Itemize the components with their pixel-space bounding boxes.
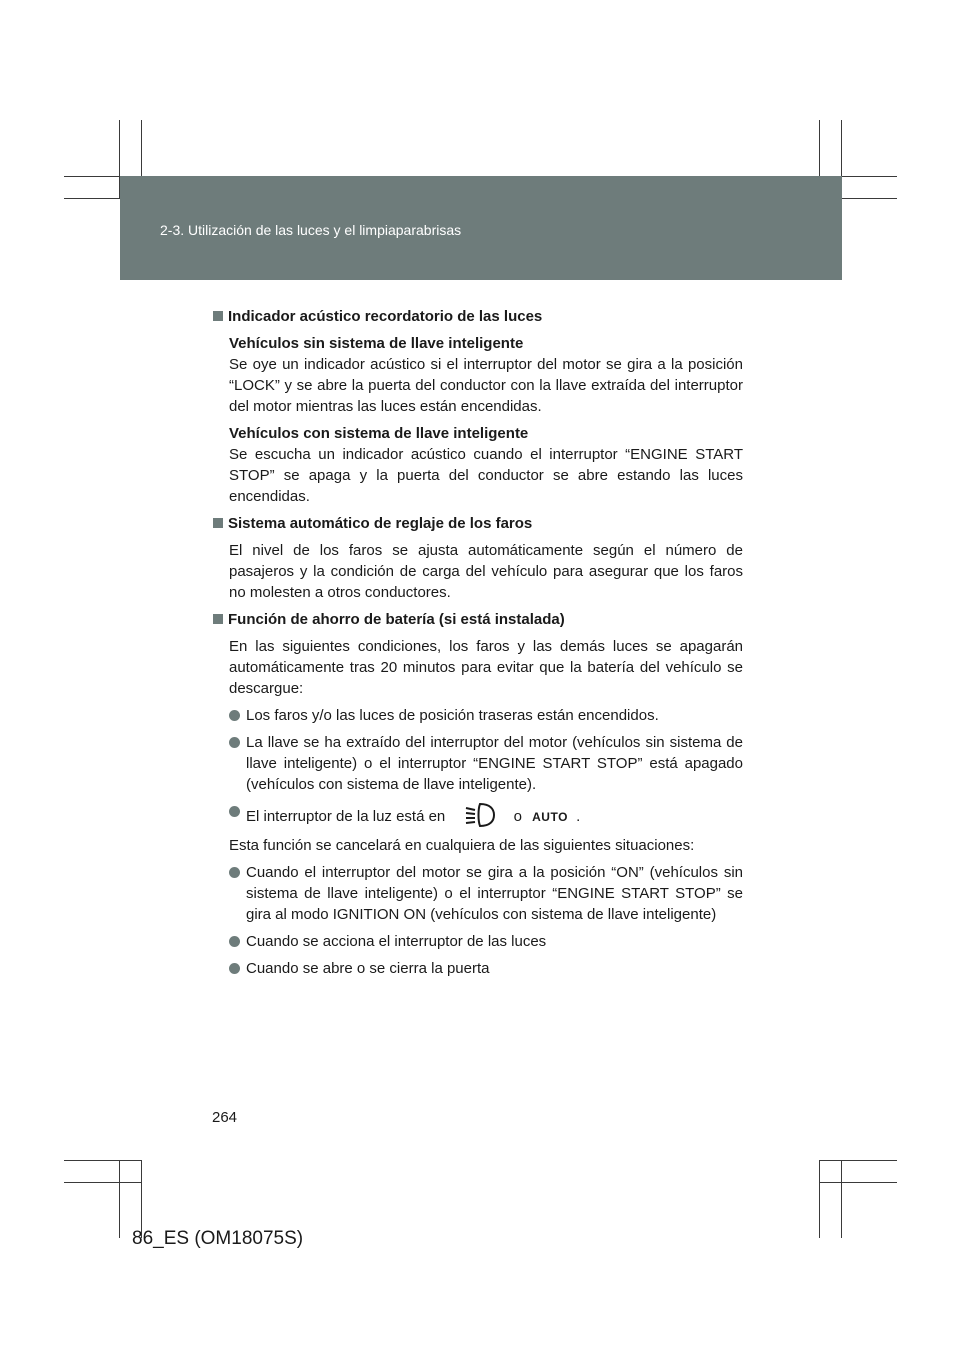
round-bullet-icon (229, 963, 240, 974)
reminder-no-smart (212, 333, 743, 417)
list-item (212, 705, 743, 726)
header-band (120, 176, 842, 280)
list-item-text: El interruptor de la luz está en (246, 808, 446, 825)
subheading: Vehículos sin sistema de llave inteligente (229, 335, 524, 352)
reminder-smart (212, 423, 743, 507)
crop-mark (819, 1160, 820, 1238)
round-bullet-icon (229, 737, 240, 748)
list-item (212, 931, 743, 952)
heading-text: Función de ahorro de batería (si está instalada) (228, 611, 565, 628)
paragraph: El nivel de los faros se ajusta automáticamente según el número de pasajeros y la condición de carga del vehículo para asegurar que los faros no molesten a otros conductores. (229, 542, 743, 601)
list-item (212, 801, 743, 829)
headlight-icon (463, 801, 497, 829)
heading-text: Sistema automático de reglaje de los faros (228, 515, 533, 532)
list-item-text: Cuando se acciona el interruptor de las luces (246, 933, 547, 950)
square-bullet-icon (213, 518, 223, 528)
switch-suffix: . (576, 808, 581, 825)
paragraph: Se escucha un indicador acústico cuando el interruptor “ENGINE START STOP” se apaga y la puerta del conductor se abre estando las luces encendidas. (229, 446, 743, 505)
round-bullet-icon (229, 936, 240, 947)
page-number: 264 (212, 1109, 238, 1126)
list-item-text: Cuando el interruptor del motor se gira a la posición “ON” (vehículos sin sistema de llave inteligente) o el interruptor “ENGINE START STOP” se gira al modo IGNITION ON (vehículos con sistema de llave inteligente) (246, 864, 743, 923)
heading-leveling (212, 513, 743, 534)
crop-mark (64, 1182, 142, 1183)
list-item-text: Cuando se abre o se cierra la puerta (246, 960, 490, 977)
crop-mark (64, 1160, 142, 1161)
crop-mark (119, 1160, 120, 1238)
round-bullet-icon (229, 710, 240, 721)
list-item (212, 862, 743, 925)
subheading: Vehículos con sistema de llave inteligente (229, 425, 529, 442)
heading-reminder (212, 306, 743, 327)
page-content (212, 306, 743, 985)
list-item (212, 958, 743, 979)
paragraph: Se oye un indicador acústico si el interruptor del motor se gira a la posición “LOCK” y se abre la puerta del conductor con la llave extraída del interruptor del motor mientras las luces están encendidas. (229, 356, 743, 415)
crop-mark (819, 1160, 897, 1161)
list-item-text: La llave se ha extraído del interruptor del motor (vehículos sin sistema de llave inteligente) o el interruptor “ENGINE START STOP” está apagado (vehículos con sistema de llave inteligente). (246, 734, 743, 793)
crop-mark (841, 1160, 842, 1238)
switch-or-text: o (513, 808, 522, 825)
list-item-text: Los faros y/o las luces de posición traseras están encendidos. (246, 707, 659, 724)
crop-mark (141, 1160, 142, 1238)
section-title: 2-3. Utilización de las luces y el limpiaparabrisas (160, 222, 462, 238)
auto-icon: AUTO (532, 810, 568, 824)
document-code: 86_ES (OM18075S) (132, 1228, 304, 1249)
paragraph: En las siguientes condiciones, los faros y las demás luces se apagarán automáticamente tras 20 minutos para evitar que la batería del vehículo se descargue: (229, 638, 743, 697)
heading-battery-saver (212, 609, 743, 630)
crop-mark (819, 1182, 897, 1183)
round-bullet-icon (229, 867, 240, 878)
square-bullet-icon (213, 614, 223, 624)
square-bullet-icon (213, 311, 223, 321)
round-bullet-icon (229, 806, 240, 817)
paragraph: Esta función se cancelará en cualquiera de las siguientes situaciones: (229, 837, 695, 854)
heading-text: Indicador acústico recordatorio de las luces (228, 308, 543, 325)
list-item (212, 732, 743, 795)
